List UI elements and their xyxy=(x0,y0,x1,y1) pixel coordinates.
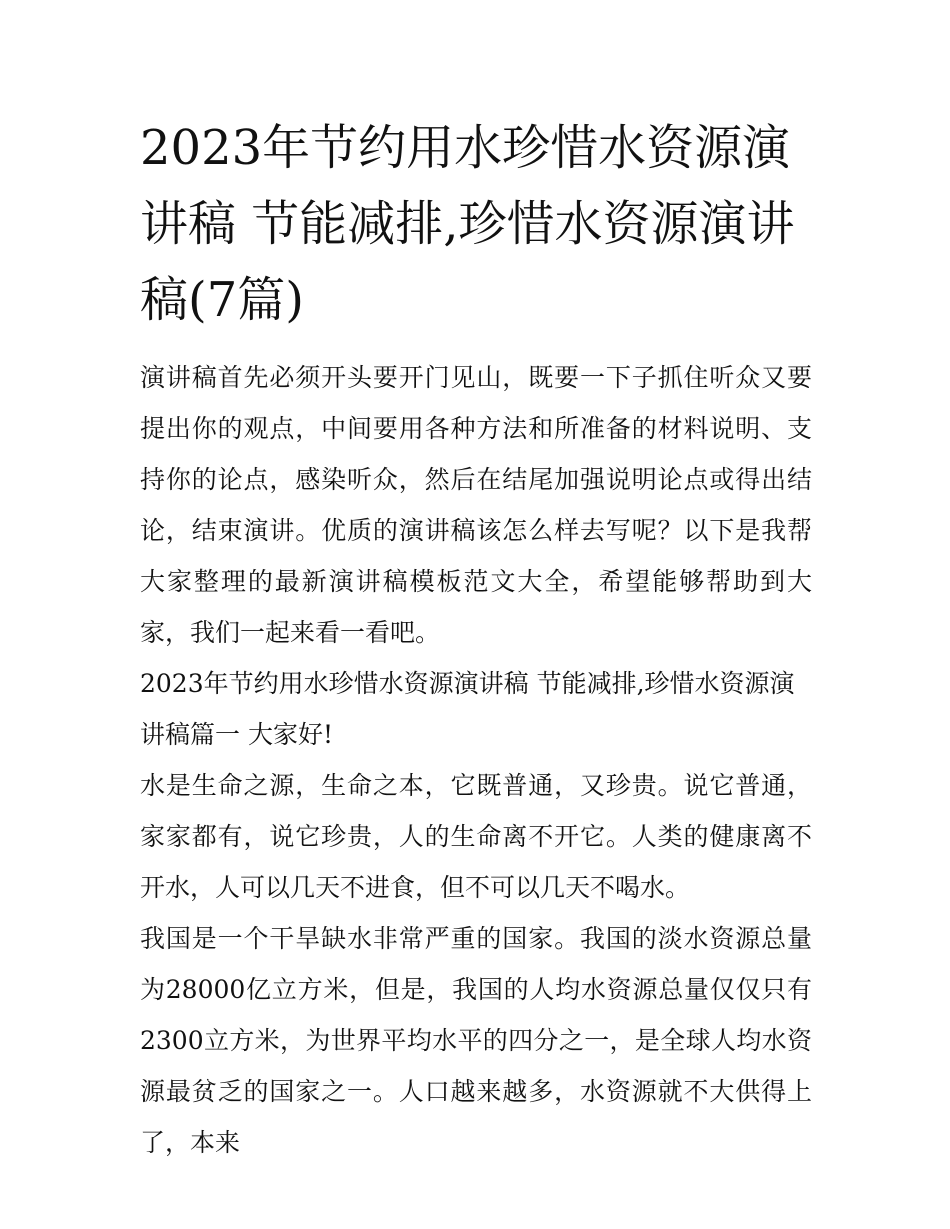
document-title: 2023年节约用水珍惜水资源演讲稿 节能减排,珍惜水资源演讲稿(7篇) xyxy=(140,120,795,328)
intro-paragraph: 演讲稿首先必须开头要开门见山，既要一下子抓住听众又要提出你的观点，中间要用各种方法和所准备的材料说明、支持你的论点，感染听众，然后在结尾加强说明论点或得出结论，结束演讲。优质的演讲稿该怎么样去写呢？以下是我帮大家整理的最新演讲稿模板范文大全，希望能够帮助到大家，我们一起来看一看吧。 xyxy=(140,363,812,647)
body-paragraph: 水是生命之源，生命之本，它既普通，又珍贵。说它普通，家家都有，说它珍贵，人的生命离不开它。人类的健康离不开水，人可以几天不进食，但不可以几天不喝水。 xyxy=(140,771,812,902)
body-paragraph: 我国是一个干旱缺水非常严重的国家。我国的淡水资源总量为28000亿立方米，但是，我国的人均水资源总量仅仅只有2300立方米，为世界平均水平的四分之一，是全球人均水资源最贫乏的国家之一。人口越来越多，水资源就不大供得上了，本来 xyxy=(140,924,812,1157)
section-heading-paragraph: 2023年节约用水珍惜水资源演讲稿 节能减排,珍惜水资源演讲稿篇一 大家好! xyxy=(140,669,795,749)
document-body xyxy=(140,110,812,1168)
